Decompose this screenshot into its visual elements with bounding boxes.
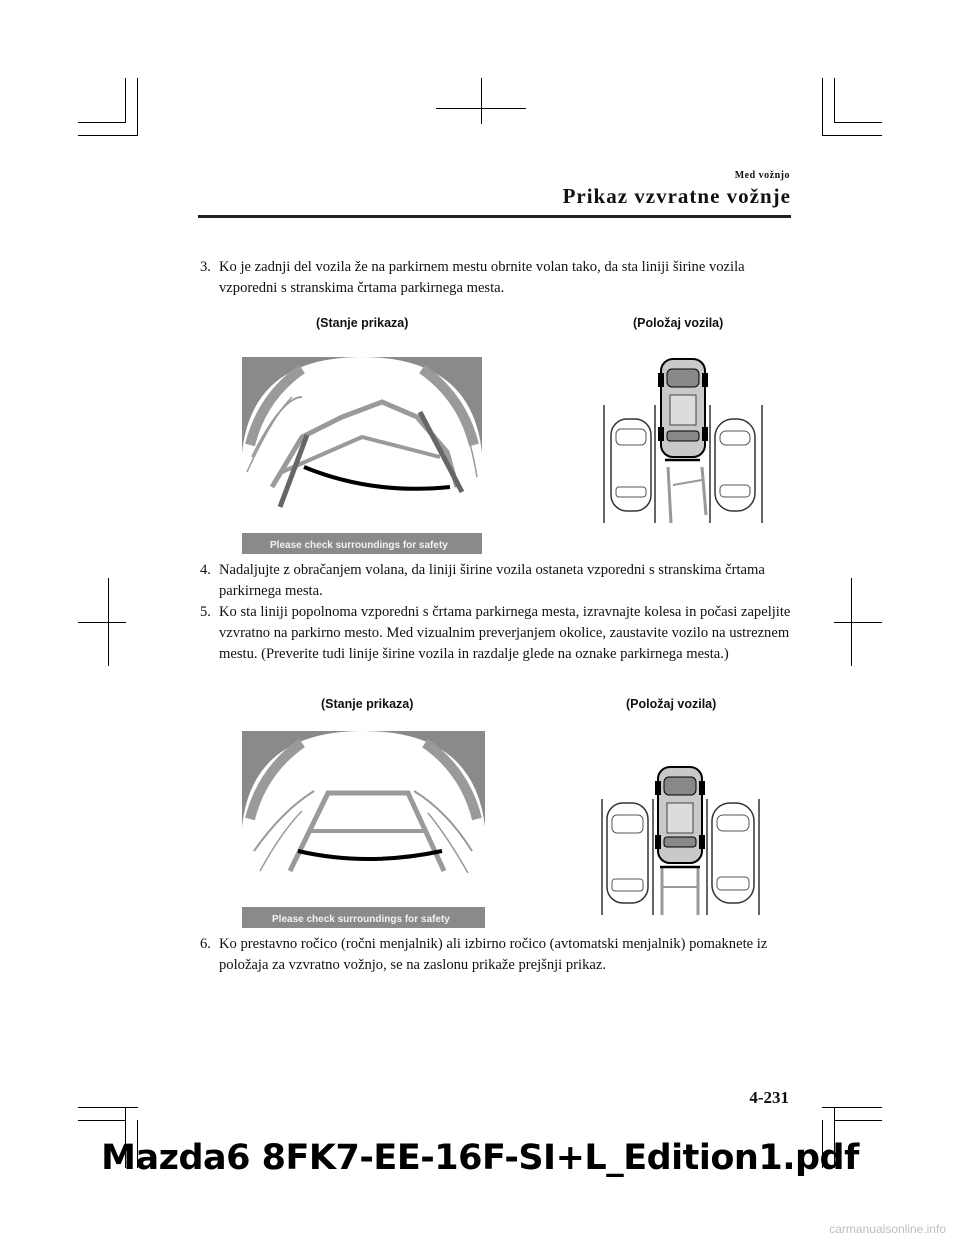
camera-display-2 bbox=[242, 731, 485, 928]
step-4 bbox=[200, 560, 790, 604]
step-5 bbox=[200, 602, 790, 688]
step-6 bbox=[200, 934, 790, 978]
caption-display-1: (Stanje prikaza) bbox=[316, 316, 409, 330]
caption-position-1: (Položaj vozila) bbox=[633, 316, 724, 330]
header-rule bbox=[198, 215, 791, 218]
step-3 bbox=[200, 257, 790, 301]
watermark: carmanualsonline.info bbox=[829, 1222, 946, 1236]
section-label: Med vožnjo bbox=[734, 170, 790, 181]
footer-filename: Mazda6 8FK7-EE-16F-SI+L_Edition1.pdf bbox=[101, 1138, 859, 1178]
step-text: Ko sta liniji popolnoma vzporedni s črtama parkirnega mesta, izravnajte kolesa in počasi zapeljite vzvratno na parkirno mesto. Med vizualnim preverjanjem okolice, zaustavite vozilo na ustreznem mestu. (Preverite tudi linije širine vozila in razdalje glede na oznake parkirnega mesta.) bbox=[219, 604, 791, 662]
step-number: 5. bbox=[200, 604, 211, 620]
caption-position-2: (Položaj vozila) bbox=[626, 697, 717, 711]
camera-message-2: Please check surroundings for safety bbox=[272, 914, 450, 925]
camera-display-1 bbox=[242, 357, 482, 554]
step-number: 6. bbox=[200, 936, 211, 952]
step-number: 3. bbox=[200, 259, 211, 275]
step-text: Nadaljujte z obračanjem volana, da liniji širine vozila ostaneta vzporedni s stranskima črtama parkirnega mesta. bbox=[219, 562, 765, 599]
step-text: Ko prestavno ročico (ročni menjalnik) ali izbirno ročico (avtomatski menjalnik) pomaknete iz položaja za vzvratno vožnjo, se na zaslonu prikaže prejšnji prikaz. bbox=[219, 936, 768, 973]
page-number: 4-231 bbox=[749, 1088, 789, 1107]
vehicle-position-2 bbox=[594, 765, 766, 915]
vehicle-position-1 bbox=[598, 355, 768, 523]
page-title: Prikaz vzvratne vožnje bbox=[562, 184, 791, 208]
step-number: 4. bbox=[200, 562, 211, 578]
caption-display-2: (Stanje prikaza) bbox=[321, 697, 414, 711]
camera-message-1: Please check surroundings for safety bbox=[270, 540, 448, 551]
step-text: Ko je zadnji del vozila že na parkirnem mestu obrnite volan tako, da sta liniji širine vozila vzporedni s stranskima črtama parkirnega mesta. bbox=[219, 259, 745, 296]
